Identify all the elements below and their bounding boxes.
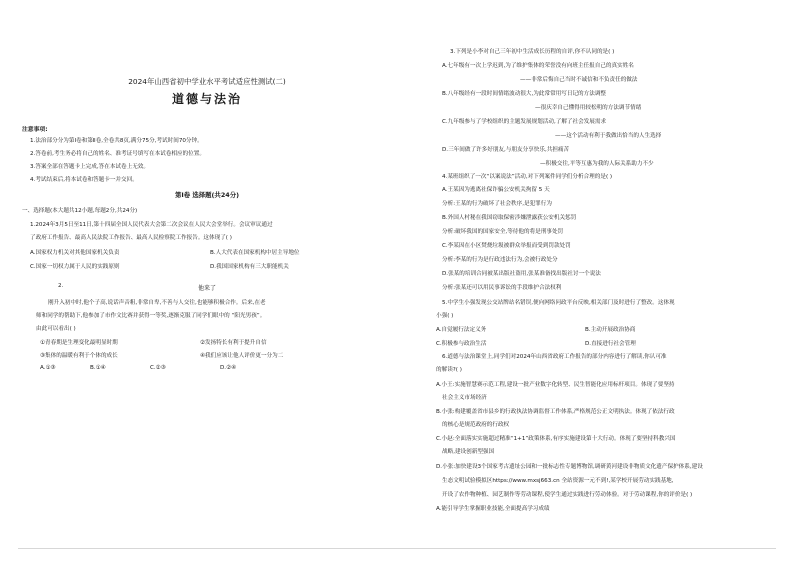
q2-option-d: D.②④ bbox=[220, 365, 237, 371]
q4-stem: 4.某班组织了一次“以案说法”活动,对下列案件同学们分析合理的是( ) bbox=[442, 174, 613, 180]
q6-option-d: 生态文明试验模拟区https://www.mxsj663.cn 全站资源一元不到!,某学校开展劳动实践基地, bbox=[442, 478, 674, 484]
note-item: 3.答案全部在答题卡上完成,答在本试卷上无效。 bbox=[30, 164, 149, 170]
q1-option-d: D.我国国家机构有三大职能机关 bbox=[210, 264, 289, 270]
q6-option-b: 的核心是规范政府的行政权 bbox=[442, 422, 510, 428]
note-item: 2.答卷前,考生务必将自己的姓名、准考证号填写在本试卷相应的位置。 bbox=[30, 151, 205, 157]
q7-option-a: A.能引导学生掌握职业技能,全面提高学习成绩 bbox=[436, 506, 550, 512]
q2-number: 2. bbox=[58, 283, 64, 289]
q6-stem: 6.道德与法治课堂上,同学们对2024年山西省政府工作报告的部分内容进行了解读,你认可准 bbox=[442, 354, 667, 360]
q3-stem: 3.下列是小李对自己三年初中生活成长历程的自评,你不认同的是( ) bbox=[450, 49, 615, 55]
q3-option-b-comment: —很庆幸自己懂得用较松明的方法调节情绪 bbox=[535, 105, 642, 111]
q5-stem: 5.中学生小强发现公交站牌站名错误,便向网络问政平台反映,相关部门及时进行了整改。这体现 bbox=[442, 300, 675, 306]
q1-stem: 了政府工作报告、最高人民法院工作报告、最高人民检察院工作报告。这体现了( ) bbox=[30, 235, 232, 241]
q2-passage: 师和同学的帮助下,他参加了市作文比赛并获得一等奖,逐渐克服了同学们眼中的 “阳光男孩”。 bbox=[36, 313, 266, 319]
exam-title: 2024年山西省初中学业水平考试适应性测试(二) bbox=[128, 77, 286, 86]
q4-analysis-b: 分析:破坏我国的国家安全,等待他的将是刑事处罚 bbox=[442, 229, 564, 235]
section-title: 第Ⅰ卷 选择题(共24分) bbox=[174, 191, 240, 199]
q5-stem: 小强( ) bbox=[436, 313, 454, 319]
q2-option-a: A.①③ bbox=[40, 365, 56, 371]
q6-option-a: 社会主义市场经济 bbox=[442, 395, 487, 401]
page-bottom-rule bbox=[18, 548, 776, 549]
note-item: 4.考试结束后,将本试卷和答题卡一并交回。 bbox=[30, 177, 138, 183]
q4-option-a: A.王某因为逃离社保诈骗公安机关拘留 5 天 bbox=[442, 187, 550, 193]
q6-stem: 的解读?( ) bbox=[436, 367, 462, 373]
q2-option-b: B.①④ bbox=[90, 365, 106, 371]
q1-option-c: C.国家一切权力属于人民的实践原则 bbox=[30, 264, 120, 270]
q6-option-a: A.小王:实施智慧赛示范工程,建设一批产业数字化转型、民生智能化应用标杆项目。体现了要坚持 bbox=[436, 382, 675, 388]
q3-option-c: C.九年级参与了学校组织的主题发展规划活动,了解了社会发展需求 bbox=[442, 119, 607, 125]
q5-option-b: B.主动开展政治协商 bbox=[585, 327, 636, 333]
q5-option-c: C.积极参与政治生活 bbox=[436, 341, 487, 347]
q1-option-b: B.人大代表在国家机构中居主导地位 bbox=[210, 250, 300, 256]
q2-passage: 刚升入初中时,他个子高,说话声音粗,非常自卑,不善与人交往,也能够积极合作。后来,在老 bbox=[48, 300, 266, 306]
part-one-heading: 一、选择题(本大题共12小题,每题2分,共24分) bbox=[22, 208, 138, 214]
q6-option-c: C.小赵:全面落实实施超过精准“1+1”政策体系,有序实施建设第十大行动。体现了要坚持科教兴国 bbox=[436, 436, 676, 442]
q4-analysis-c: 分析:李某的行为是行政违法行为,会被行政处分 bbox=[442, 257, 558, 263]
note-item: 1.法治部分分为第Ⅰ卷和第Ⅱ卷,全卷共8页,满分75分,考试时间70分钟。 bbox=[30, 138, 203, 144]
q6-option-d: 开设了农作物种植、园艺制作等劳动课程,使学生通过实践进行劳动体验。对于劳动课程,你的评价是( ) bbox=[442, 492, 693, 498]
q6-option-b: B.小张:构建覆盖省市县乡的行政执法协调监督工作体系,严格规范公正文明执法。体现了依法行政 bbox=[436, 409, 675, 415]
q6-option-c: 战略,建设创新型强国 bbox=[442, 449, 495, 455]
q2-statement: ③集体的温暖有利于个体的成长 bbox=[40, 353, 118, 359]
notes-heading: 注意事项: bbox=[22, 127, 48, 133]
q3-option-d-comment: —积极交往,平等互惠为我的人际关系助力不少 bbox=[540, 161, 654, 167]
q4-analysis-a: 分析:王某的行为破坏了社会秩序,是犯罪行为 bbox=[442, 201, 552, 207]
q2-statement: ②发扬特长有利于提升自信 bbox=[200, 340, 267, 346]
subject-title: 道德与法治 bbox=[171, 92, 242, 106]
q2-statement: ④我们应该让他人评价更一分为二 bbox=[200, 353, 284, 359]
q2-option-c: C.②③ bbox=[150, 365, 166, 371]
q3-option-a-comment: ——非常后悔自己当时不诚信和不负责任的做法 bbox=[520, 77, 638, 83]
q3-option-d: D.三年间做了许多好朋友,与朋友分享快乐,共担痛苦 bbox=[442, 147, 570, 153]
q2-title: 他来了 bbox=[197, 285, 216, 292]
q4-option-b: B.外国人村秘在我国窃取保密涉嫌泄露获公安机关惩罚 bbox=[442, 215, 577, 221]
q6-option-d: D.小张:加快建设3个国家考古遗址公园和一批标志性专题博物馆,调研黄河建设非物质文化遗产保护体系,建设 bbox=[436, 464, 703, 470]
q2-question: 由此可以看出( ) bbox=[36, 326, 76, 332]
q4-option-d: D.张某的培训合同被某出版社盗用,张某准备找出版社讨一个说法 bbox=[442, 271, 601, 277]
q4-option-c: C.李某因在小区焚烧垃圾被群众举报而受到罚款处罚 bbox=[442, 243, 571, 249]
q1-option-a: A.国家权力机关对其他国家机关负责 bbox=[30, 250, 120, 256]
q3-option-c-comment: ——这个活动有利于我做出恰当的人生选择 bbox=[555, 133, 662, 139]
q3-option-a: A.七年级有一次上学迟到,为了维护集体的荣誉没有向班主任报自己的真实姓名 bbox=[442, 63, 634, 69]
q2-statement: ①青春期是生理变化最明显时期 bbox=[40, 340, 118, 346]
q5-option-d: D.直接进行社会管理 bbox=[585, 341, 636, 347]
q4-analysis-d: 分析:张某还可以用民事诉讼的手段维护合法权利 bbox=[442, 285, 562, 291]
q5-option-a: A.自觉履行法定义务 bbox=[436, 327, 487, 333]
q3-option-b: B.八年级经有一段时间情绪波动很大,为此常常用写日记的方法调整 bbox=[442, 91, 607, 97]
q1-stem: 1.2024年3月5日至11日,第十四届全国人民代表大会第二次会议在人民大会堂举行。会议审议通过 bbox=[30, 222, 273, 228]
